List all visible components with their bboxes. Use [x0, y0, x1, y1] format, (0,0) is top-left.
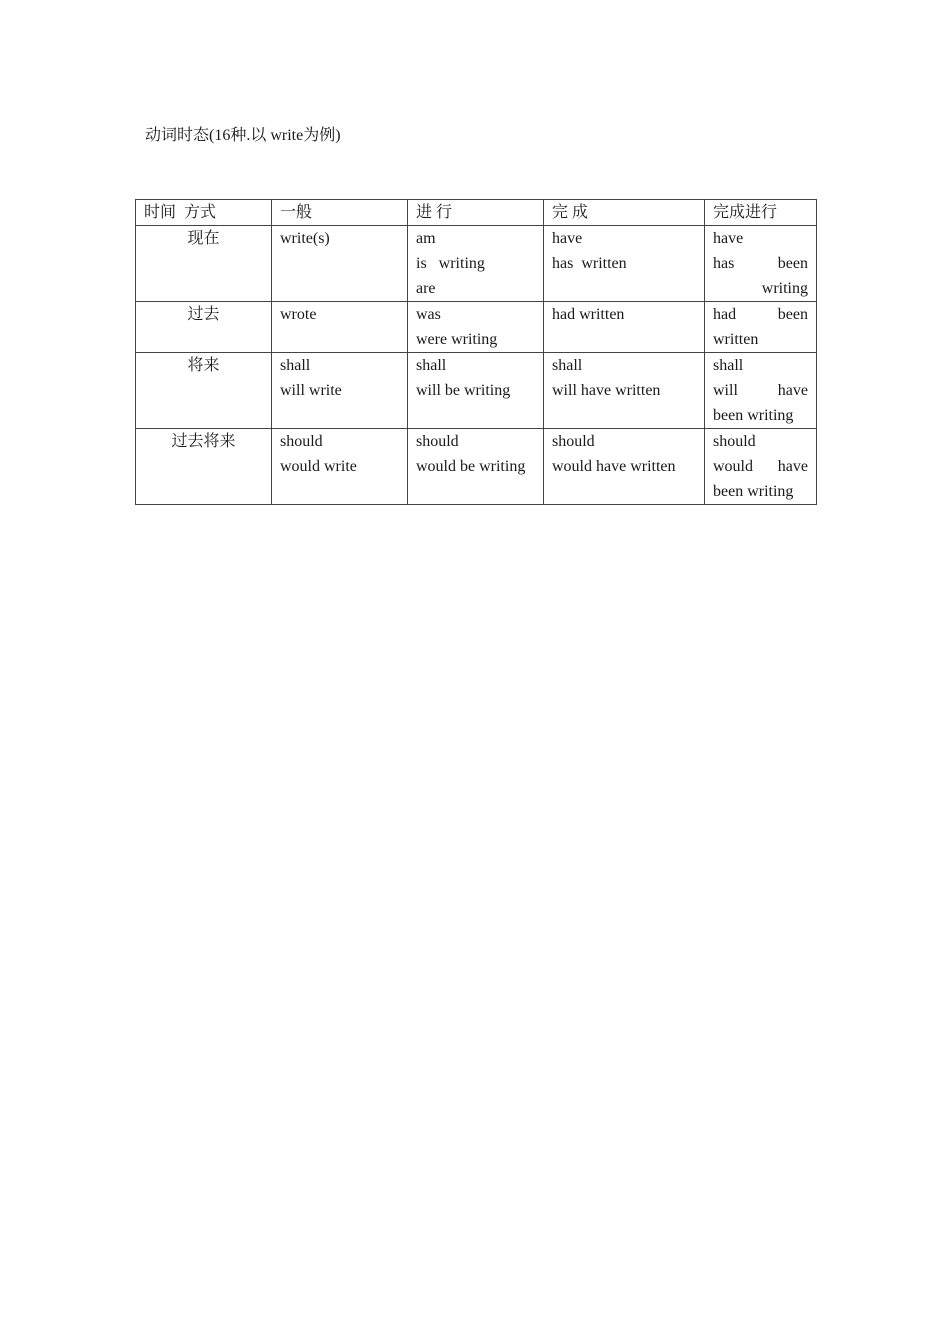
justified-line [713, 251, 808, 276]
cell-past-perfect-progressive: had been written [705, 302, 817, 353]
page-title: 动词时态(16种.以 write为例) [145, 127, 341, 144]
word: have [777, 382, 808, 399]
word: had [713, 306, 737, 323]
table-row-future [136, 353, 817, 429]
row-label-future-in-past: 过去将来 [136, 429, 272, 505]
cell-future-in-past-simple: should would write [272, 429, 408, 505]
justified-line [713, 302, 808, 327]
row-label-future: 将来 [136, 353, 272, 429]
table-header-row [136, 200, 817, 226]
cell-past-progressive: was were writing [408, 302, 544, 353]
row-label-past: 过去 [136, 302, 272, 353]
header-perfect-progressive: 完成进行 [705, 200, 817, 226]
table-row-past [136, 302, 817, 353]
word: been [777, 306, 808, 323]
cell-past-perfect: had written [544, 302, 705, 353]
cell-present-progressive: am is writing are [408, 226, 544, 302]
table-row-present [136, 226, 817, 302]
cell-future-simple: shall will write [272, 353, 408, 429]
cell-present-simple: write(s) [272, 226, 408, 302]
header-time-aspect: 时间 方式 [136, 200, 272, 226]
verb-tense-table [135, 199, 817, 505]
cell-future-in-past-perfect-progressive: should would have been writing [705, 429, 817, 505]
cell-past-simple: wrote [272, 302, 408, 353]
word: has [713, 255, 735, 272]
cell-present-perfect: have has written [544, 226, 705, 302]
justified-line [713, 378, 808, 403]
cell-future-in-past-progressive: should would be writing [408, 429, 544, 505]
word: would [713, 458, 753, 475]
cell-future-in-past-perfect: should would have written [544, 429, 705, 505]
header-simple: 一般 [272, 200, 408, 226]
cell-future-perfect: shall will have written [544, 353, 705, 429]
word: will [713, 382, 738, 399]
header-progressive: 进 行 [408, 200, 544, 226]
header-perfect: 完 成 [544, 200, 705, 226]
row-label-present: 现在 [136, 226, 272, 302]
cell-future-perfect-progressive: shall will have been writing [705, 353, 817, 429]
word: have [777, 458, 808, 475]
justified-line [713, 454, 808, 479]
cell-future-progressive: shall will be writing [408, 353, 544, 429]
table-row-future-in-past [136, 429, 817, 505]
cell-present-perfect-progressive: have has been writing [705, 226, 817, 302]
word: been [777, 255, 808, 272]
